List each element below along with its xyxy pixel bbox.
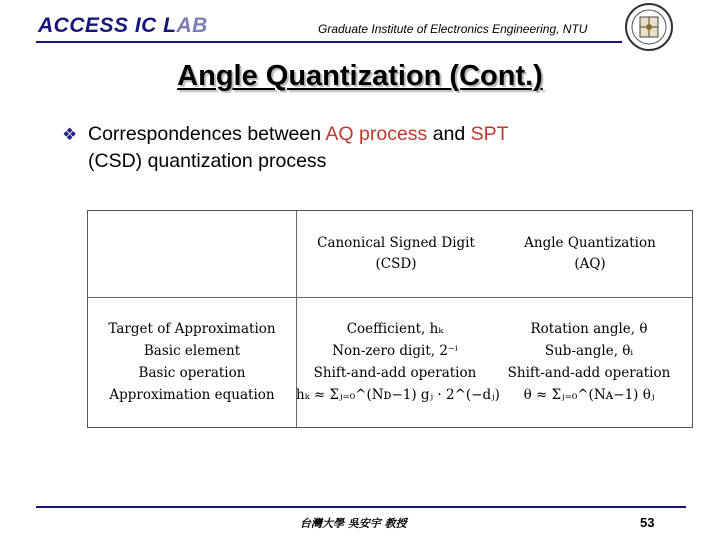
row-label: Target of Approximation [108,321,276,337]
csd-cell: hₖ ≈ Σⱼ₌₀^(Nᴅ−1) gⱼ · 2^(−dⱼ) [296,387,500,403]
row-label: Basic element [143,343,241,359]
diamond-bullet-icon: ❖ [62,125,78,144]
header-csd: Canonical Signed Digit (CSD) [317,235,475,272]
header-aq: Angle Quantization (AQ) [524,235,656,272]
footer-divider [36,506,686,508]
table-header-divider [88,297,692,298]
comparison-table [87,210,693,428]
row-label: Basic operation [138,365,246,381]
institute-name: Graduate Institute of Electronics Engineering, NTU [318,22,588,36]
aq-cell: Shift-and-add operation [507,365,671,381]
page-number: 53 [640,515,655,530]
row-label: Approximation equation [109,387,275,403]
aq-column [490,318,688,406]
footer-author: 台灣大學 吳安宇 教授 [300,517,407,530]
csd-cell: Shift-and-add operation [313,365,477,381]
csd-cell: Coefficient, hₖ [346,321,444,337]
lab-logo: ACCESS IC LAB [38,14,208,37]
csd-cell: Non-zero digit, 2⁻ⁱ [332,343,458,359]
csd-column [296,318,500,406]
bullet-text: Correspondences between AQ process and SPT (CSD) quantization process [88,123,509,172]
aq-cell: θ ≈ Σⱼ₌₀^(Nᴀ−1) θⱼ [523,387,655,403]
university-seal-icon [624,2,674,52]
bullet-point [62,121,682,175]
slide-title: Angle Quantization (Cont.) [177,60,543,92]
aq-cell: Sub-angle, θᵢ [544,343,634,359]
aq-cell: Rotation angle, θ [530,321,648,337]
row-labels-column [88,318,296,406]
header-divider [36,41,622,43]
